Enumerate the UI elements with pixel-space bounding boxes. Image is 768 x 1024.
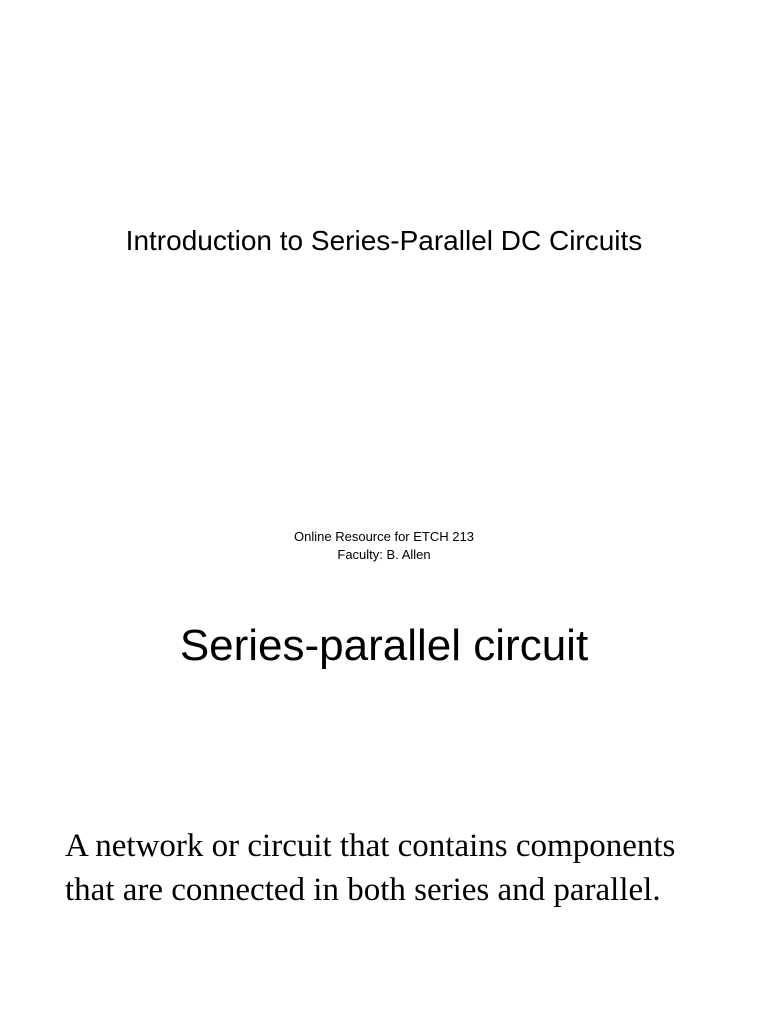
definition-line-1: A network or circuit that contains components [65,828,676,864]
presentation-title: Introduction to Series-Parallel DC Circuits [125,225,643,256]
course-info [0,528,768,564]
course-line: Online Resource for ETCH 213 [294,529,474,544]
faculty-line: Faculty: B. Allen [337,547,431,562]
slide-heading: Series-parallel circuit [179,621,589,670]
slide-definition [0,600,768,1024]
definition-text [65,824,745,912]
definition-line-2: that are connected in both series and parallel. [65,872,661,908]
